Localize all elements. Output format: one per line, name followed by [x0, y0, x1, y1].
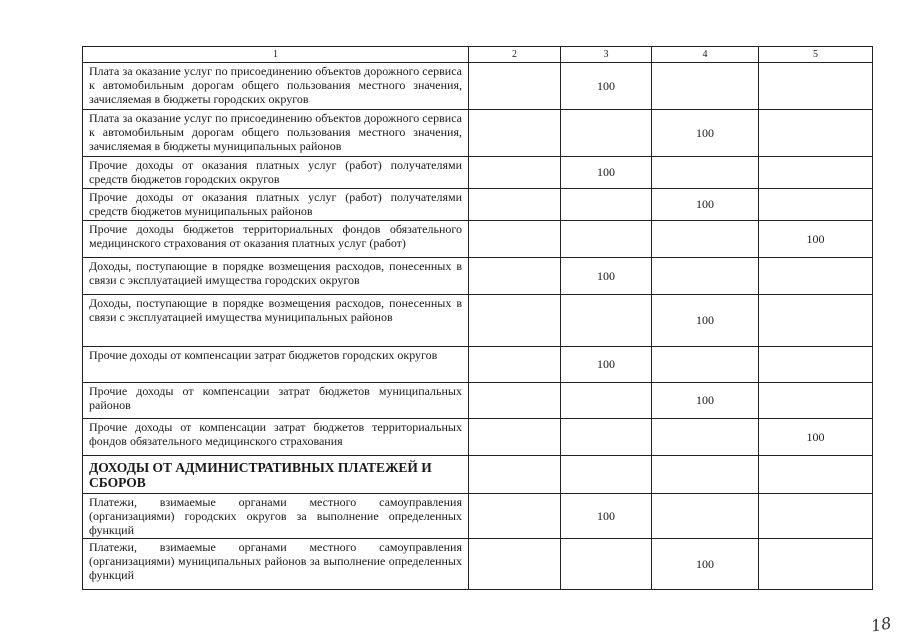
column-header-2: 2	[469, 47, 561, 63]
row-description: Прочие доходы от компенсации затрат бюджетов городских округов	[83, 347, 469, 383]
cell-col4	[652, 419, 759, 456]
column-header-1: 1	[83, 47, 469, 63]
cell-col5	[759, 258, 873, 295]
row-description: Платежи, взимаемые органами местного самоуправления (организациями) городских округов за выполнение определенных функций	[83, 494, 469, 539]
column-header-5: 5	[759, 47, 873, 63]
cell-col3: 100	[561, 63, 652, 110]
cell-col3	[561, 189, 652, 221]
cell-col5: 100	[759, 419, 873, 456]
table-row	[83, 258, 873, 295]
cell-col4	[652, 63, 759, 110]
cell-col5	[759, 347, 873, 383]
header-row	[83, 47, 873, 63]
cell-col2	[469, 157, 561, 189]
page-number: 18	[869, 613, 893, 636]
row-description: Доходы, поступающие в порядке возмещения расходов, понесенных в связи с эксплуатацией имущества муниципальных районов	[83, 295, 469, 347]
cell-col5	[759, 189, 873, 221]
cell-col3	[561, 539, 652, 590]
cell-col3: 100	[561, 347, 652, 383]
cell-col2	[469, 63, 561, 110]
cell-col2	[469, 419, 561, 456]
cell-col4: 100	[652, 295, 759, 347]
table-row	[83, 419, 873, 456]
cell-col3	[561, 295, 652, 347]
column-header-4: 4	[652, 47, 759, 63]
cell-col5	[759, 383, 873, 419]
cell-col5	[759, 63, 873, 110]
cell-col4: 100	[652, 539, 759, 590]
cell-col2	[469, 258, 561, 295]
cell-col5	[759, 539, 873, 590]
cell-col2	[469, 456, 561, 494]
cell-col2	[469, 539, 561, 590]
cell-col5	[759, 295, 873, 347]
section-heading-row	[83, 456, 873, 494]
cell-col3: 100	[561, 258, 652, 295]
cell-col2	[469, 110, 561, 157]
row-description: Платежи, взимаемые органами местного самоуправления (организациями) муниципальных районов за выполнение определенных функций	[83, 539, 469, 590]
table-row	[83, 189, 873, 221]
cell-col2	[469, 189, 561, 221]
cell-col2	[469, 221, 561, 258]
cell-col3	[561, 419, 652, 456]
table-row	[83, 347, 873, 383]
cell-col4: 100	[652, 383, 759, 419]
section-heading: ДОХОДЫ ОТ АДМИНИСТРАТИВНЫХ ПЛАТЕЖЕЙ И СБОРОВ	[83, 456, 469, 494]
row-description: Прочие доходы от оказания платных услуг (работ) получателями средств бюджетов городских округов	[83, 157, 469, 189]
row-description: Плата за оказание услуг по присоединению объектов дорожного сервиса к автомобильным дорогам общего пользования местного значения, зачисляемая в бюджеты городских округов	[83, 63, 469, 110]
cell-col5	[759, 110, 873, 157]
cell-col2	[469, 383, 561, 419]
table-row	[83, 157, 873, 189]
row-description: Прочие доходы бюджетов территориальных фондов обязательного медицинского страхования от оказания платных услуг (работ)	[83, 221, 469, 258]
table-row	[83, 63, 873, 110]
row-description: Плата за оказание услуг по присоединению объектов дорожного сервиса к автомобильным дорогам общего пользования местного значения, зачисляемая в бюджеты муниципальных районов	[83, 110, 469, 157]
table-row	[83, 295, 873, 347]
cell-col5	[759, 157, 873, 189]
table-row	[83, 383, 873, 419]
cell-col5: 100	[759, 221, 873, 258]
cell-col3	[561, 221, 652, 258]
cell-col3: 100	[561, 157, 652, 189]
cell-col5	[759, 456, 873, 494]
cell-col4: 100	[652, 189, 759, 221]
table-row	[83, 494, 873, 539]
cell-col3: 100	[561, 494, 652, 539]
row-description: Прочие доходы от компенсации затрат бюджетов территориальных фондов обязательного медицинского страхования	[83, 419, 469, 456]
row-description: Доходы, поступающие в порядке возмещения расходов, понесенных в связи с эксплуатацией имущества городских округов	[83, 258, 469, 295]
cell-col4: 100	[652, 110, 759, 157]
cell-col2	[469, 494, 561, 539]
cell-col4	[652, 221, 759, 258]
cell-col4	[652, 494, 759, 539]
table-row	[83, 110, 873, 157]
cell-col2	[469, 295, 561, 347]
column-header-3: 3	[561, 47, 652, 63]
table-row	[83, 221, 873, 258]
cell-col4	[652, 258, 759, 295]
table-row	[83, 539, 873, 590]
cell-col3	[561, 110, 652, 157]
row-description: Прочие доходы от компенсации затрат бюджетов муниципальных районов	[83, 383, 469, 419]
cell-col5	[759, 494, 873, 539]
cell-col4	[652, 347, 759, 383]
cell-col4	[652, 157, 759, 189]
cell-col3	[561, 456, 652, 494]
cell-col3	[561, 383, 652, 419]
row-description: Прочие доходы от оказания платных услуг (работ) получателями средств бюджетов муниципальных районов	[83, 189, 469, 221]
cell-col4	[652, 456, 759, 494]
revenue-table	[82, 46, 873, 590]
cell-col2	[469, 347, 561, 383]
